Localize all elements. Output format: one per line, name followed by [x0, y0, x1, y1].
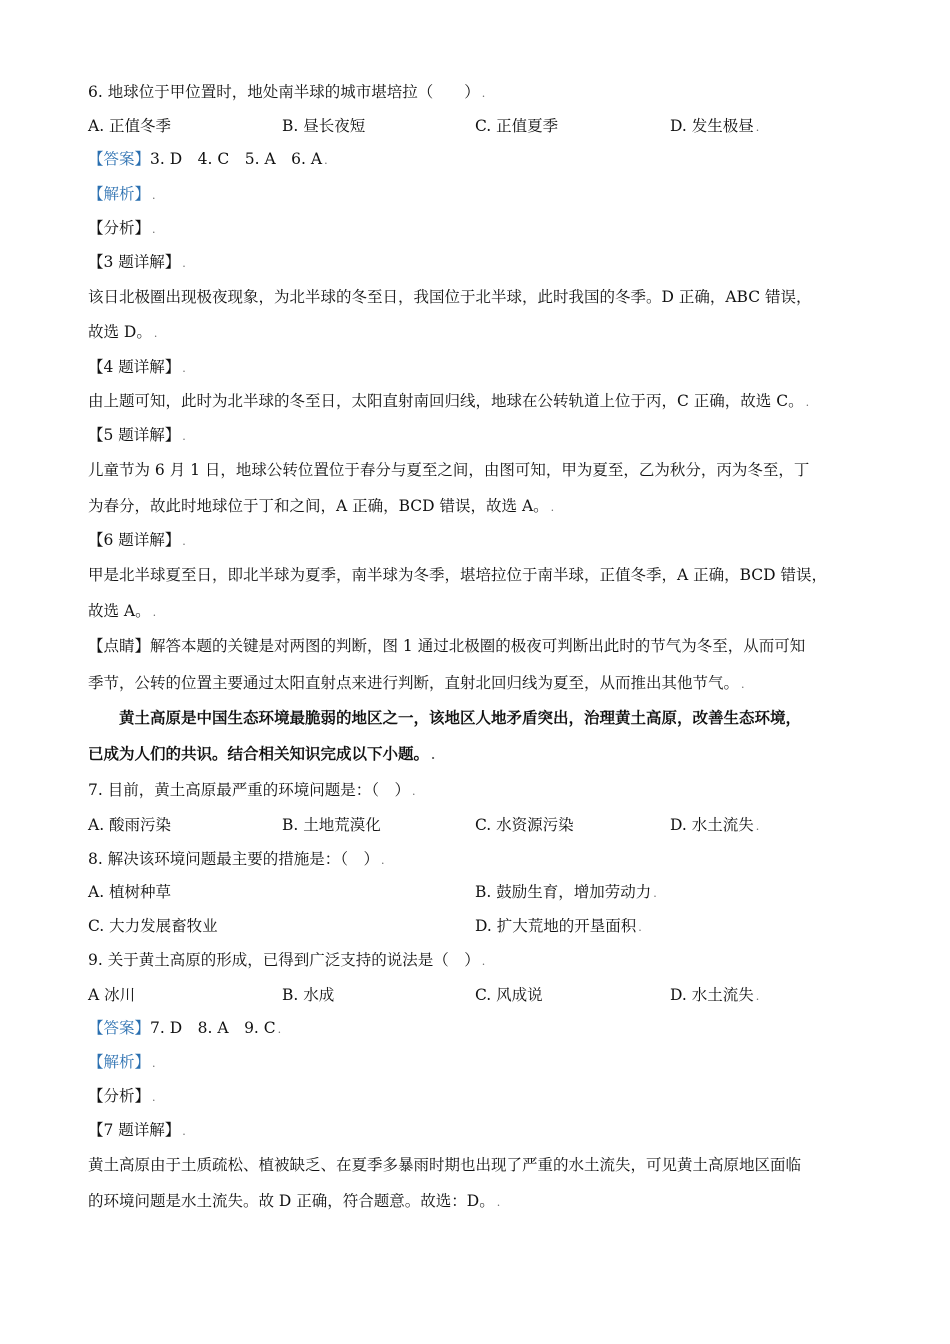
fenxi-line-1: 【分析】 . — [88, 219, 156, 237]
q9-option-d: D. 水土流失 . — [670, 986, 760, 1004]
detail-7-title: 【7 题详解】 . — [88, 1121, 186, 1139]
q6-option-a: A. 正值冬季 — [88, 117, 172, 135]
q9-option-c: C. 风成说 — [475, 986, 543, 1004]
detail-6-title: 【6 题详解】 . — [88, 531, 186, 549]
question-8: 8. 解决该环境问题最主要的措施是：（ ） . — [88, 850, 385, 868]
detail-3-line: 该日北极圈出现极夜现象，为北半球的冬至日，我国位于北半球，此时我国的冬季。D 正确，ABC 错误， — [88, 288, 812, 306]
answer-line-2: 【答案】7. D 8. A 9. C . — [88, 1019, 282, 1037]
q7-option-d: D. 水土流失 . — [670, 816, 760, 834]
detail-5-title: 【5 题详解】 . — [88, 426, 186, 444]
detail-6-line: 甲是北半球夏至日，即北半球为夏季，南半球为冬季，堪培拉位于南半球，正值冬季，A 正确，BCD 错误， — [88, 566, 828, 584]
intro-line: 黄土高原是中国生态环境最脆弱的地区之一，该地区人地矛盾突出，治理黄土高原，改善生态环境， — [119, 709, 802, 727]
detail-4-title: 【4 题详解】 . — [88, 358, 186, 376]
detail-6-line: 故选 A。 . — [88, 602, 157, 620]
analysis-line-2: 【解析】 . — [88, 1053, 156, 1071]
fenxi-line-2: 【分析】 . — [88, 1087, 156, 1105]
detail-7-line: 的环境问题是水土流失。故 D 正确，符合题意。故选：D。 . — [88, 1192, 501, 1210]
q6-option-d: D. 发生极昼 . — [670, 117, 760, 135]
detail-5-line: 为春分，故此时地球位于丁和之间，A 正确，BCD 错误，故选 A。 . — [88, 497, 555, 515]
detail-5-line: 儿童节为 6 月 1 日，地球公转位置位于春分与夏至之间，由图可知，甲为夏至，乙为秋分，丙为冬至，丁 — [88, 461, 810, 479]
q8-option-c: C. 大力发展畜牧业 — [88, 917, 218, 935]
q9-option-b: B. 水成 — [282, 986, 335, 1004]
question-6: 6. 地球位于甲位置时，地处南半球的城市堪培拉（ ） . — [88, 83, 486, 101]
answer-label: 【答案】 — [88, 150, 151, 168]
detail-7-line: 黄土高原由于土质疏松、植被缺乏、在夏季多暴雨时期也出现了严重的水土流失，可见黄土高原地区面临 — [88, 1156, 802, 1174]
analysis-label: 【解析】 — [88, 1053, 151, 1071]
dianjing-line: 【点睛】解答本题的关键是对两图的判断，图 1 通过北极圈的极夜可判断出此时的节气为冬至，从而可知 — [88, 637, 806, 655]
detail-3-title: 【3 题详解】 . — [88, 253, 186, 271]
q6-option-c: C. 正值夏季 — [475, 117, 559, 135]
q7-option-b: B. 土地荒漠化 — [282, 816, 381, 834]
q9-option-a: A 冰川 — [88, 986, 136, 1004]
answer-label: 【答案】 — [88, 1019, 151, 1037]
question-9: 9. 关于黄土高原的形成，已得到广泛支持的说法是（ ） . — [88, 951, 486, 969]
intro-line: 已成为人们的共识。结合相关知识完成以下小题。 . — [88, 745, 436, 763]
question-7: 7. 目前，黄土高原最严重的环境问题是：（ ） . — [88, 781, 416, 799]
analysis-line-1: 【解析】 . — [88, 185, 156, 203]
q6-option-b: B. 昼长夜短 — [282, 117, 366, 135]
analysis-label: 【解析】 — [88, 185, 151, 203]
answer-text: 3. D 4. C 5. A 6. A — [150, 150, 323, 168]
q7-option-c: C. 水资源污染 — [475, 816, 574, 834]
q8-option-b: B. 鼓励生育，增加劳动力 . — [475, 883, 657, 901]
detail-4-line: 由上题可知，此时为北半球的冬至日，太阳直射南回归线，地球在公转轨道上位于丙，C 正确，故选 C。 . — [88, 392, 810, 410]
q8-option-d: D. 扩大荒地的开垦面积 . — [475, 917, 642, 935]
detail-3-line: 故选 D。 . — [88, 323, 158, 341]
answer-line-1: 【答案】3. D 4. C 5. A 6. A . — [88, 150, 328, 168]
q7-option-a: A. 酸雨污染 — [88, 816, 172, 834]
q8-option-a: A. 植树种草 — [88, 883, 172, 901]
answer-text: 7. D 8. A 9. C — [150, 1019, 276, 1037]
dianjing-line: 季节，公转的位置主要通过太阳直射点来进行判断，直射北回归线为夏至，从而推出其他节气。 . — [88, 674, 745, 692]
